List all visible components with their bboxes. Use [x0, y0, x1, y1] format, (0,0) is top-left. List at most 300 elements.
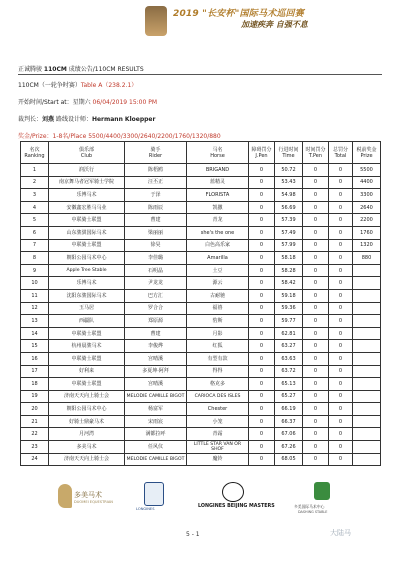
- column-header-8: [353, 142, 381, 164]
- format-name: 110CM（一轮争时赛）: [18, 82, 81, 89]
- table-cell: 2: [21, 176, 49, 189]
- table-cell: 红狐: [187, 340, 249, 353]
- table-cell: 0: [303, 201, 329, 214]
- table-cell: 多美马术: [49, 441, 125, 454]
- table-cell: 67.06: [275, 428, 303, 441]
- table-cell: 宋雨宸: [125, 415, 187, 428]
- table-cell: 朝阳公园马术中心: [49, 403, 125, 416]
- table-cell: 西疆队: [49, 315, 125, 328]
- table-row: [21, 302, 381, 315]
- table-body: [21, 164, 381, 466]
- table-cell: 济南天天向上骑士会: [49, 390, 125, 403]
- table-row: [21, 352, 381, 365]
- page-number: 5 - 1: [186, 531, 200, 538]
- table-row: [21, 315, 381, 328]
- table-cell: 0: [303, 239, 329, 252]
- judge-label: 裁判长：: [18, 116, 43, 123]
- table-cell: 朝阳公园马术中心: [49, 252, 125, 265]
- column-header-en: Horse: [210, 152, 225, 159]
- table-cell: 汪丕正: [125, 176, 187, 189]
- table-cell: 880: [353, 252, 381, 265]
- column-header-en: Rider: [148, 152, 163, 159]
- horse-emblem-icon: [145, 6, 167, 36]
- table-cell: [353, 390, 381, 403]
- table-row: [21, 365, 381, 378]
- sponsor-beijing-masters: [192, 482, 275, 518]
- table-cell: 0: [303, 403, 329, 416]
- table-cell: 0: [303, 390, 329, 403]
- table-cell: 66.37: [275, 415, 303, 428]
- table-cell: 15: [21, 340, 49, 353]
- table-cell: 0: [329, 252, 353, 265]
- table-cell: 0: [329, 277, 353, 290]
- table-cell: 李佳璐: [125, 252, 187, 265]
- table-cell: [353, 428, 381, 441]
- sponsor-dashing-stable: [290, 482, 360, 518]
- sponsor-duomei-sub: DUOMEI EQUESTRIAN: [74, 500, 113, 504]
- table-row: [21, 164, 381, 177]
- sponsor-masters-name: LONGINES BEIJING MASTERS: [198, 504, 275, 509]
- table-cell: 于泽: [125, 189, 187, 202]
- table-cell: 0: [303, 302, 329, 315]
- table-cell: 蓝精灵: [187, 176, 249, 189]
- table-cell: 罗合合: [125, 302, 187, 315]
- column-header-0: [21, 142, 49, 164]
- table-cell: 57.49: [275, 226, 303, 239]
- table-row: [21, 264, 381, 277]
- designer-name: Hermann Kloepper: [91, 116, 156, 123]
- table-cell: [353, 315, 381, 328]
- table-cell: 凯撒: [187, 201, 249, 214]
- table-cell: 梁丽丽: [125, 226, 187, 239]
- table-cell: 66.19: [275, 403, 303, 416]
- table-cell: 0: [329, 226, 353, 239]
- table-cell: 郑原源: [125, 315, 187, 328]
- table-cell: 源云: [187, 277, 249, 290]
- table-cell: 57.99: [275, 239, 303, 252]
- sponsor-bar: [0, 478, 400, 528]
- table-cell: 65.13: [275, 378, 303, 391]
- table-row: [21, 378, 381, 391]
- column-header-cn: 行进时间: [278, 146, 299, 153]
- table-cell: 17: [21, 365, 49, 378]
- table-cell: 0: [329, 264, 353, 277]
- table-cell: 0: [329, 453, 353, 466]
- table-cell: 0: [249, 302, 275, 315]
- table-cell: 58.18: [275, 252, 303, 265]
- table-cell: 63.27: [275, 340, 303, 353]
- column-header-1: [49, 142, 125, 164]
- table-cell: 土豆: [187, 264, 249, 277]
- table-cell: 魔铃: [187, 453, 249, 466]
- table-row: [21, 226, 381, 239]
- table-row: [21, 428, 381, 441]
- table-row: [21, 327, 381, 340]
- sponsor-longines-sub: LONGINES: [136, 507, 155, 511]
- table-cell: 小笼: [187, 415, 249, 428]
- table-cell: 0: [303, 264, 329, 277]
- designer-label: 路线设计师：: [54, 116, 92, 123]
- table-cell: 月影: [187, 327, 249, 340]
- table-cell: 0: [249, 252, 275, 265]
- table-cell: 好利来: [49, 365, 125, 378]
- table-cell: 0: [249, 415, 275, 428]
- table-cell: LITTLE STAR VAN OR SHOF: [187, 441, 249, 454]
- table-cell: 陈雨辰: [125, 201, 187, 214]
- table-cell: 满都拉呼: [125, 428, 187, 441]
- table-cell: 0: [249, 226, 275, 239]
- table-cell: 润沃行: [49, 164, 125, 177]
- column-header-cn: 总罚分: [332, 146, 348, 153]
- table-cell: 0: [249, 378, 275, 391]
- table-cell: [353, 264, 381, 277]
- duomei-logo-icon: [58, 484, 72, 508]
- table-cell: 54.98: [275, 189, 303, 202]
- table-cell: 0: [303, 378, 329, 391]
- column-header-5: [275, 142, 303, 164]
- table-cell: [353, 352, 381, 365]
- table-cell: [353, 378, 381, 391]
- table-cell: 57.39: [275, 214, 303, 227]
- table-cell: 0: [303, 176, 329, 189]
- column-header-cn: 障碍罚分: [251, 146, 272, 153]
- table-cell: 0: [249, 176, 275, 189]
- table-cell: 玉马居: [49, 302, 125, 315]
- table-cell: 8: [21, 252, 49, 265]
- table-cell: [353, 453, 381, 466]
- table-cell: 1: [21, 164, 49, 177]
- competition-format: [18, 80, 137, 89]
- table-cell: 中联骑士联盟: [49, 239, 125, 252]
- title-divider: [18, 74, 382, 75]
- table-cell: 尹龙龙: [125, 277, 187, 290]
- title-prefix: 正诚腾骏: [18, 66, 44, 73]
- table-cell: 59.77: [275, 315, 303, 328]
- table-cell: 0: [303, 365, 329, 378]
- sponsor-duomei-name: 多美马术: [74, 491, 102, 499]
- table-cell: [353, 302, 381, 315]
- table-cell: 53.43: [275, 176, 303, 189]
- table-cell: [353, 289, 381, 302]
- table-cell: MELODIE CAMILLE BIGOT: [125, 390, 187, 403]
- table-cell: 2200: [353, 214, 381, 227]
- table-cell: 乐博马术: [49, 277, 125, 290]
- table-cell: 安徽鑫宏胜马马业: [49, 201, 125, 214]
- table-cell: she's the one: [187, 226, 249, 239]
- table-cell: 18: [21, 378, 49, 391]
- table-cell: 多夏坤·阿拜: [125, 365, 187, 378]
- table-cell: 65.27: [275, 390, 303, 403]
- table-cell: 0: [303, 164, 329, 177]
- table-cell: 11: [21, 289, 49, 302]
- masters-horse-icon: [222, 482, 244, 502]
- title-suffix: 成绩公告/110CM RESULTS: [66, 66, 144, 73]
- table-cell: 0: [329, 189, 353, 202]
- column-header-cn: 税前奖金: [356, 146, 377, 153]
- column-header-en: T.Pen: [308, 152, 323, 159]
- table-cell: 0: [329, 340, 353, 353]
- column-header-2: [125, 142, 187, 164]
- table-cell: 0: [329, 441, 353, 454]
- table-cell: 0: [303, 226, 329, 239]
- table-cell: 0: [249, 390, 275, 403]
- table-cell: 0: [329, 201, 353, 214]
- sponsor-dashing-sub: DASHING STABLE: [298, 510, 328, 514]
- table-cell: 20: [21, 403, 49, 416]
- table-row: [21, 390, 381, 403]
- table-cell: 2640: [353, 201, 381, 214]
- table-cell: 青龙: [187, 214, 249, 227]
- table-cell: 24: [21, 453, 49, 466]
- officials-line: [18, 114, 155, 123]
- table-cell: 0: [303, 352, 329, 365]
- table-cell: 0: [303, 277, 329, 290]
- table-cell: 0: [303, 453, 329, 466]
- table-cell: 0: [329, 378, 353, 391]
- column-header-en: Prize: [360, 152, 373, 159]
- column-header-en: J.Pen: [255, 152, 268, 159]
- judge-name: 刘燕: [42, 116, 55, 123]
- column-header-6: [303, 142, 329, 164]
- table-cell: 0: [249, 327, 275, 340]
- table-cell: 23: [21, 441, 49, 454]
- table-cell: 0: [303, 289, 329, 302]
- table-cell: 0: [249, 365, 275, 378]
- start-value: 06/04/2019 15:00 PM: [92, 99, 158, 106]
- table-cell: 0: [303, 315, 329, 328]
- table-cell: 宫晴溪: [125, 352, 187, 365]
- table-cell: 豹斯: [187, 315, 249, 328]
- table-cell: 62.81: [275, 327, 303, 340]
- table-cell: 7: [21, 239, 49, 252]
- table-row: [21, 403, 381, 416]
- table-cell: Chester: [187, 403, 249, 416]
- table-row: [21, 340, 381, 353]
- table-cell: 21: [21, 415, 49, 428]
- table-cell: 李俊烨: [125, 340, 187, 353]
- table-cell: 58.28: [275, 264, 303, 277]
- table-cell: 0: [329, 315, 353, 328]
- table-cell: 0: [249, 428, 275, 441]
- table-cell: 58.42: [275, 277, 303, 290]
- table-cell: [353, 403, 381, 416]
- column-header-cn: 骑手: [150, 146, 161, 153]
- column-header-cn: 时间罚分: [305, 146, 326, 153]
- table-cell: 曹建: [125, 214, 187, 227]
- table-row: [21, 214, 381, 227]
- table-cell: BRIGAND: [187, 164, 249, 177]
- table-cell: 0: [329, 390, 353, 403]
- table-cell: 白色高乐家: [187, 239, 249, 252]
- table-cell: 济南天天向上骑士会: [49, 453, 125, 466]
- table-row: [21, 189, 381, 202]
- table-cell: 0: [329, 289, 353, 302]
- table-cell: 63.72: [275, 365, 303, 378]
- table-cell: 青霜: [187, 428, 249, 441]
- column-header-en: Club: [80, 152, 93, 159]
- table-cell: 杭州晨骏马术: [49, 340, 125, 353]
- table-cell: 3: [21, 189, 49, 202]
- table-cell: 14: [21, 327, 49, 340]
- table-cell: 巴方汇: [125, 289, 187, 302]
- table-cell: 16: [21, 352, 49, 365]
- table-cell: 陈梧鸥: [125, 164, 187, 177]
- table-cell: 67.26: [275, 441, 303, 454]
- column-header-7: [329, 142, 353, 164]
- table-cell: 22: [21, 428, 49, 441]
- table-cell: 4400: [353, 176, 381, 189]
- column-header-3: [187, 142, 249, 164]
- table-cell: 0: [249, 201, 275, 214]
- table-cell: Apple Tree Stable: [49, 264, 125, 277]
- table-cell: 5500: [353, 164, 381, 177]
- table-cell: 0: [303, 189, 329, 202]
- table-row: [21, 277, 381, 290]
- table-cell: MELODIE CAMILLE BIGOT: [125, 453, 187, 466]
- table-cell: 0: [329, 415, 353, 428]
- table-cell: 13: [21, 315, 49, 328]
- table-cell: 山东骏骐国际马术: [49, 226, 125, 239]
- table-cell: 0: [249, 164, 275, 177]
- table-cell: 9: [21, 264, 49, 277]
- table-cell: 0: [249, 403, 275, 416]
- table-cell: 徐昊: [125, 239, 187, 252]
- table-cell: 0: [329, 239, 353, 252]
- table-cell: 中联骑士联盟: [49, 378, 125, 391]
- table-cell: 中联骑士联盟: [49, 214, 125, 227]
- table-cell: 沈阳东骏国际马术: [49, 289, 125, 302]
- table-cell: 0: [303, 214, 329, 227]
- table-cell: [353, 365, 381, 378]
- event-logo: [145, 6, 375, 40]
- table-cell: [353, 340, 381, 353]
- event-logo-slogan: 加速疾奔 自强不息: [241, 20, 308, 29]
- table-row: [21, 415, 381, 428]
- table-cell: 石明晶: [125, 264, 187, 277]
- start-time: [18, 97, 157, 106]
- table-cell: 0: [249, 239, 275, 252]
- table-cell: 1320: [353, 239, 381, 252]
- table-cell: FLORISTA: [187, 189, 249, 202]
- table-cell: 乐博马术: [49, 189, 125, 202]
- table-cell: 68.05: [275, 453, 303, 466]
- start-label: 开始时间/Start at：星期六: [18, 99, 93, 106]
- table-row: [21, 176, 381, 189]
- table-cell: 0: [249, 264, 275, 277]
- table-cell: 12: [21, 302, 49, 315]
- table-cell: Amarilla: [187, 252, 249, 265]
- table-cell: 56.69: [275, 201, 303, 214]
- table-cell: 0: [329, 352, 353, 365]
- table-cell: 0: [329, 176, 353, 189]
- event-logo-title: 2019 "长安杯"国际马术巡回赛: [173, 9, 304, 19]
- table-cell: 0: [303, 340, 329, 353]
- table-cell: 0: [303, 327, 329, 340]
- table-cell: 0: [249, 189, 275, 202]
- table-cell: 0: [329, 403, 353, 416]
- table-cell: 杨富军: [125, 403, 187, 416]
- table-cell: 59.36: [275, 302, 303, 315]
- table-cell: 0: [249, 277, 275, 290]
- column-header-cn: 俱乐部: [78, 146, 94, 153]
- table-cell: 1760: [353, 226, 381, 239]
- table-cell: 63.63: [275, 352, 303, 365]
- column-header-cn: 名次: [29, 146, 40, 153]
- table-cell: 任风仪: [125, 441, 187, 454]
- table-cell: CARIOCA DES ISLES: [187, 390, 249, 403]
- table-cell: 19: [21, 390, 49, 403]
- table-row: [21, 441, 381, 454]
- table-cell: [353, 277, 381, 290]
- table-cell: 59.18: [275, 289, 303, 302]
- table-row: [21, 201, 381, 214]
- table-cell: 中联骑士联盟: [49, 327, 125, 340]
- table-cell: 格克多: [187, 378, 249, 391]
- table-cell: 有型有款: [187, 352, 249, 365]
- table-cell: 0: [329, 365, 353, 378]
- table-cell: 3300: [353, 189, 381, 202]
- table-cell: 得得: [187, 365, 249, 378]
- table-cell: 宫晴溪: [125, 378, 187, 391]
- column-header-en: Time: [282, 152, 295, 159]
- page-title: [18, 64, 144, 73]
- column-header-en: Ranking: [24, 152, 45, 159]
- table-cell: 好骑士鼎豪马术: [49, 415, 125, 428]
- dashing-stable-logo-icon: [314, 482, 330, 500]
- table-cell: 0: [249, 289, 275, 302]
- table-cell: 0: [303, 415, 329, 428]
- prize-line: 奖金/Prize：1-8名/Place 5500/4400/3300/2640/2200/1760/1320/880: [18, 133, 221, 140]
- table-cell: 0: [249, 214, 275, 227]
- table-cell: 0: [303, 252, 329, 265]
- table-header-row: [21, 142, 381, 164]
- title-class: 110CM: [43, 66, 67, 73]
- table-cell: 福禧: [187, 302, 249, 315]
- format-table: Table A（238.2.1）: [80, 82, 138, 89]
- table-cell: 0: [329, 164, 353, 177]
- watermark: 大陆马: [330, 529, 351, 537]
- table-cell: 4: [21, 201, 49, 214]
- table-cell: 0: [303, 441, 329, 454]
- table-cell: 南京舞马者冠军骑士学院: [49, 176, 125, 189]
- table-cell: 0: [329, 302, 353, 315]
- column-header-4: [249, 142, 275, 164]
- table-cell: 5: [21, 214, 49, 227]
- table-cell: 古耐驰: [187, 289, 249, 302]
- table-cell: 0: [249, 453, 275, 466]
- table-cell: 10: [21, 277, 49, 290]
- results-table: [20, 141, 381, 466]
- table-cell: 0: [249, 441, 275, 454]
- sponsor-longines: [136, 482, 172, 518]
- longines-crest-icon: [144, 482, 164, 506]
- table-cell: 0: [249, 315, 275, 328]
- table-cell: 0: [329, 214, 353, 227]
- table-cell: 曹建: [125, 327, 187, 340]
- table-cell: 月河湾: [49, 428, 125, 441]
- column-header-en: Total: [334, 152, 347, 159]
- sponsor-dashing-name: 多美国际马术中心: [294, 504, 325, 509]
- table-cell: [353, 327, 381, 340]
- table-row: [21, 239, 381, 252]
- table-cell: [353, 441, 381, 454]
- table-cell: 中联骑士联盟: [49, 352, 125, 365]
- table-cell: 0: [303, 428, 329, 441]
- table-cell: [353, 415, 381, 428]
- sponsor-duomei: [58, 482, 118, 514]
- table-cell: 6: [21, 226, 49, 239]
- table-cell: 0: [249, 340, 275, 353]
